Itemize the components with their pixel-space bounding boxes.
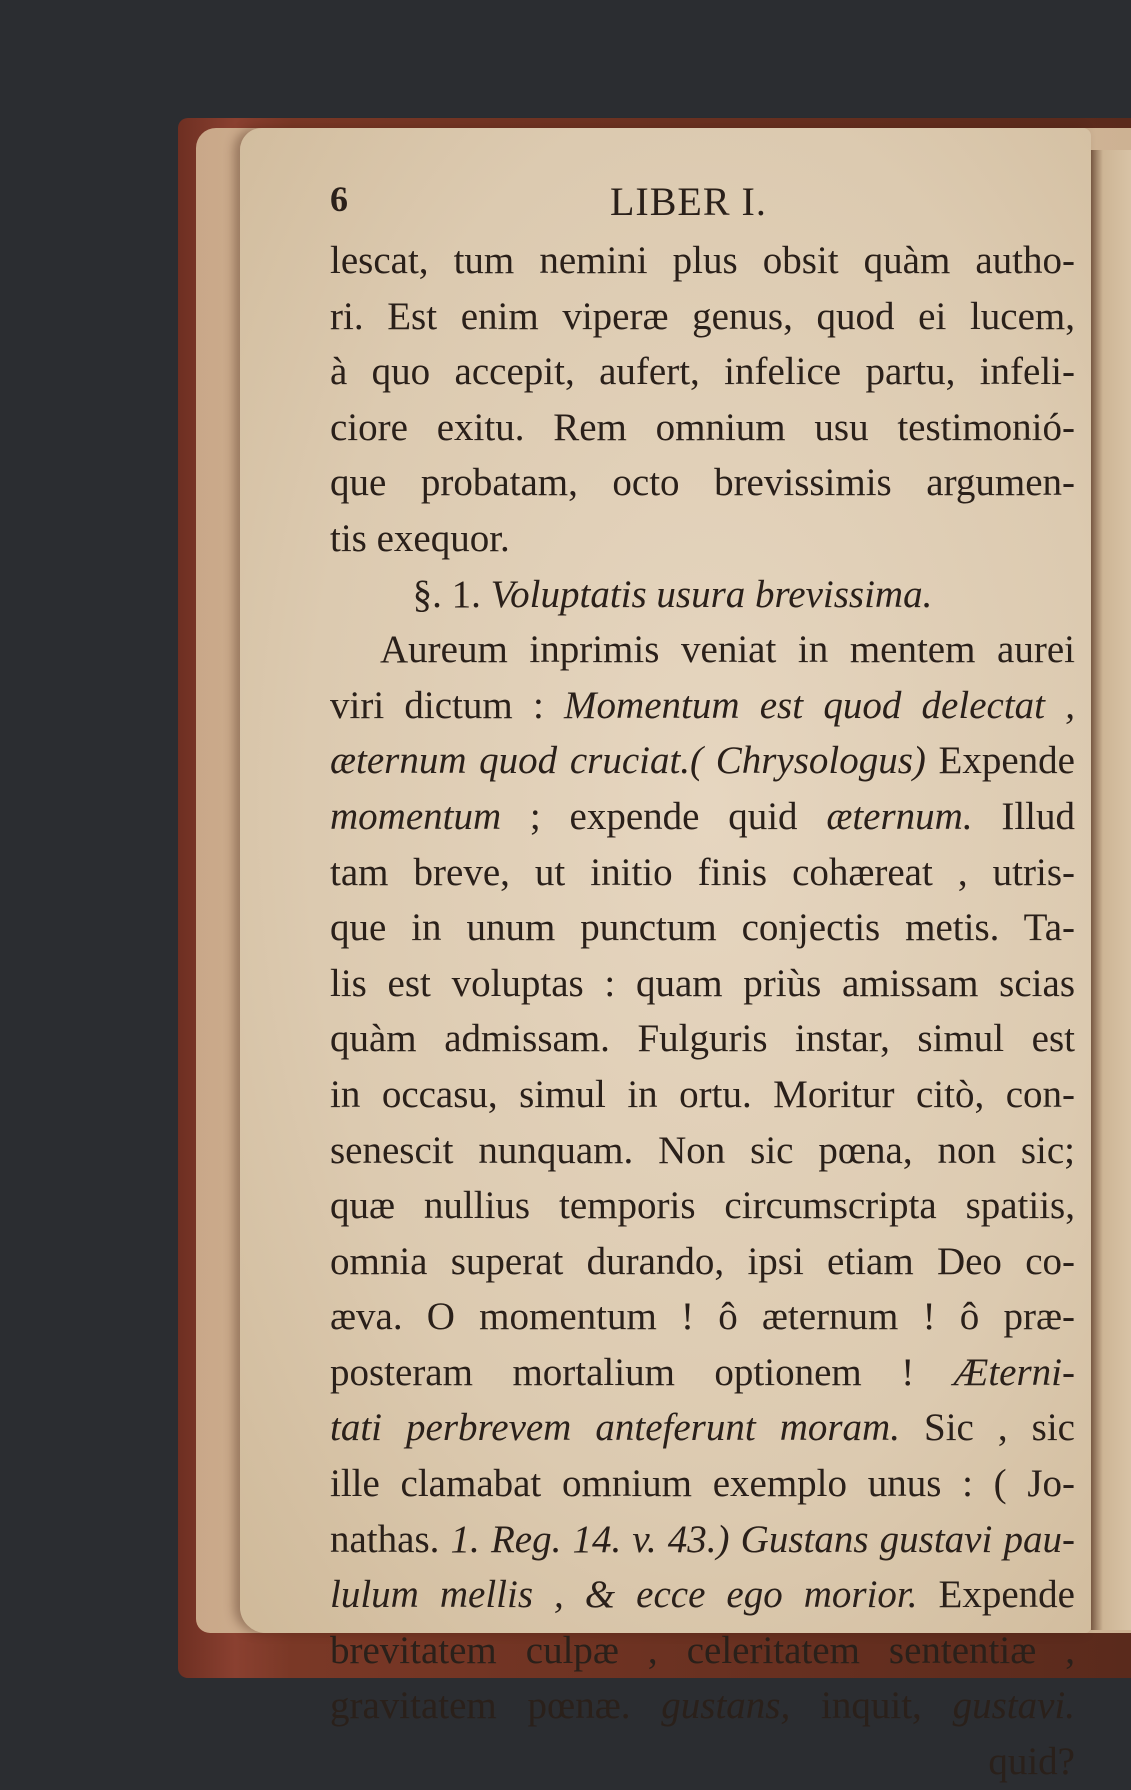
- text-line: [330, 1512, 1075, 1568]
- quotation: Momentum est quod delectat ,: [564, 683, 1075, 727]
- quotation: Æterni-: [953, 1350, 1075, 1394]
- page-text: [330, 178, 1075, 1790]
- section-title: Voluptatis usura brevissima.: [490, 572, 933, 616]
- text-span: Sic , sic: [899, 1406, 1075, 1450]
- text-span: inquit,: [790, 1684, 953, 1728]
- text-line: tam breve, ut initio finis cohæreat , utris-: [330, 850, 1075, 894]
- text-line: que in unum punctum conjectis metis. Ta-: [330, 906, 1075, 950]
- text-line: [330, 1400, 1075, 1456]
- text-line: quæ nullius temporis circumscripta spatiis,: [330, 1184, 1075, 1228]
- text-line: lescat, tum nemini plus obsit quàm autho-: [330, 239, 1075, 282]
- text-line: ciore exitu. Rem omnium usu testimonió-: [330, 405, 1075, 449]
- emphasis: æternum.: [826, 794, 973, 838]
- text-line: senescit nunquam. Non sic pœna, non sic;: [330, 1128, 1075, 1172]
- text-line: æva. O momentum ! ô æternum ! ô præ-: [330, 1295, 1075, 1339]
- text-line: tis exequor.: [330, 516, 510, 560]
- text-line: [330, 1345, 1075, 1401]
- page-number: 6: [330, 179, 348, 219]
- section-number: §. 1.: [412, 572, 481, 616]
- text-line: omnia superat durando, ipsi etiam Deo co-: [330, 1239, 1075, 1283]
- text-line: [330, 789, 1075, 845]
- running-head: LIBER I.: [610, 179, 767, 224]
- text-span: nathas.: [330, 1517, 451, 1561]
- text-line: lis est voluptas : quam priùs amissam scias: [330, 961, 1075, 1005]
- emphasis: gustavi.: [952, 1684, 1075, 1728]
- text-line: que probatam, octo brevissimis argumen-: [330, 461, 1075, 505]
- text-line: ille clamabat omnium exemplo unus : ( Jo-: [330, 1462, 1075, 1506]
- text-span: posteram mortalium optionem !: [330, 1350, 954, 1394]
- text-line: [330, 733, 1075, 789]
- catchword: quid?: [988, 1740, 1075, 1784]
- section-heading: [330, 567, 1075, 623]
- text-line: quàm admissam. Fulguris instar, simul est: [330, 1017, 1075, 1061]
- text-span: Expende: [925, 739, 1075, 783]
- citation: 1. Reg. 14. v. 43.) Gustans gustavi pau-: [450, 1517, 1075, 1561]
- quotation: tati perbrevem anteferunt moram.: [330, 1406, 900, 1450]
- text-line: ri. Est enim viperæ genus, quod ei lucem,: [330, 294, 1075, 338]
- text-span: Expende: [917, 1573, 1075, 1617]
- text-line: à quo accepit, aufert, infelice partu, infeli-: [330, 350, 1075, 394]
- text-span: viri dictum :: [330, 683, 565, 727]
- text-line: [330, 1567, 1075, 1623]
- text-line: [330, 678, 1075, 734]
- text-line: brevitatem culpæ , celeritatem sententiæ ,: [330, 1628, 1075, 1672]
- text-span: gravitatem pœnæ.: [330, 1684, 662, 1728]
- quotation: lulum mellis , & ecce ego morior.: [330, 1573, 918, 1617]
- emphasis: momentum: [330, 794, 502, 838]
- emphasis: gustans,: [661, 1684, 791, 1728]
- quotation: æternum quod cruciat.( Chrysologus): [330, 739, 926, 783]
- text-span: ; expende quid: [501, 794, 827, 838]
- page-header: [330, 178, 1075, 233]
- text-span: Illud: [972, 794, 1075, 838]
- facing-page-edge: [1091, 150, 1131, 1630]
- text-line: Aureum inprimis veniat in mentem aurei: [380, 628, 1075, 672]
- text-line: in occasu, simul in ortu. Moritur citò, con-: [330, 1072, 1075, 1116]
- text-line: [330, 1678, 1075, 1734]
